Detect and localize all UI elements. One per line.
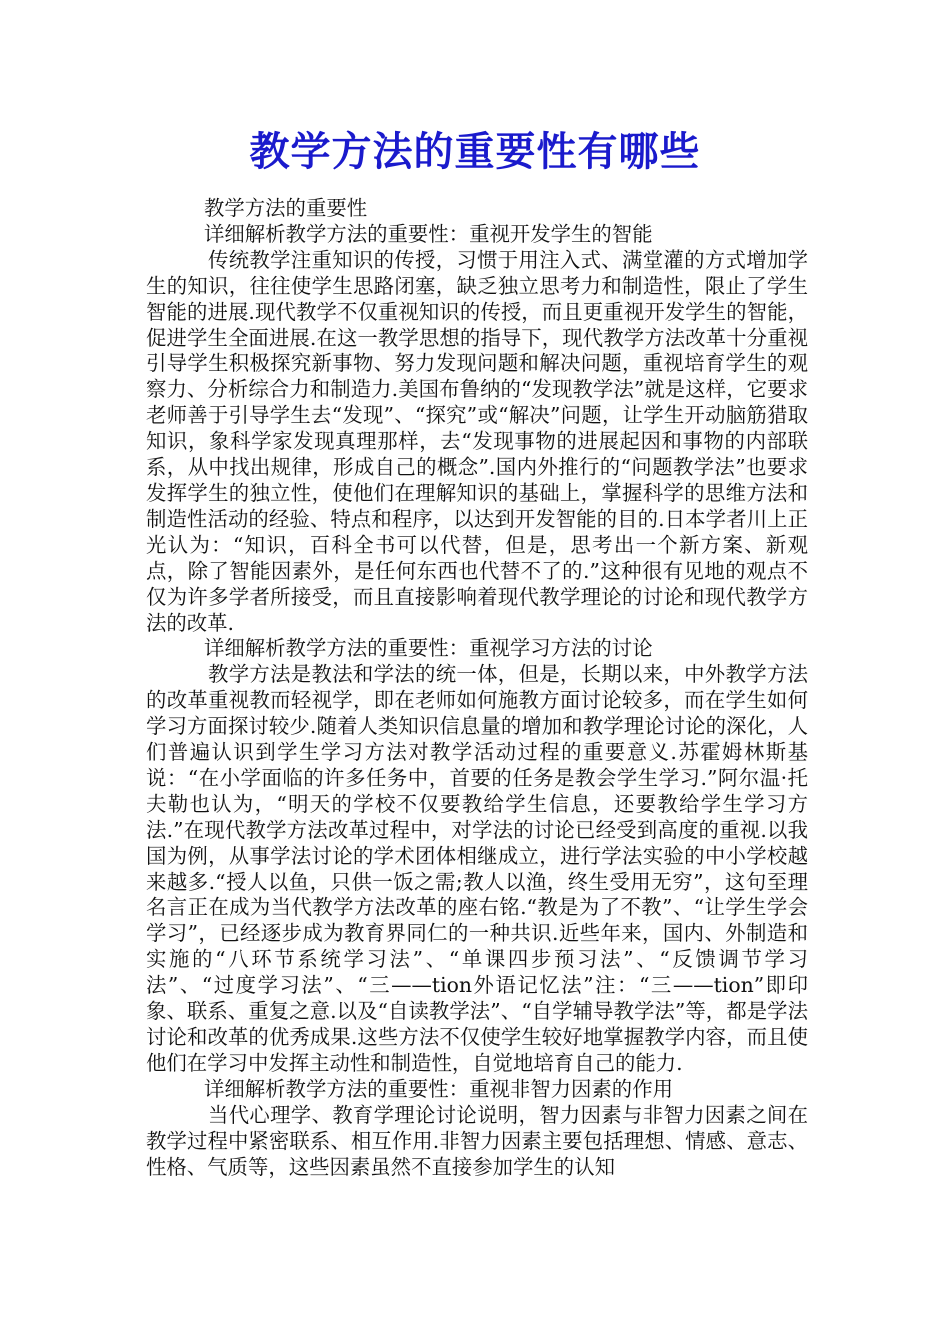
section-paragraph: 当代心理学、教育学理论讨论说明，智力因素与非智力因素之间在教学过程中紧密联系、相互作用.非智力因素主要包括理想、情感、意志、性格、气质等，这些因素虽然不直接参加学生的认知: [146, 1102, 808, 1179]
section-heading: 详细解析教学方法的重要性：重视学习方法的讨论: [204, 636, 653, 661]
section-heading: 详细解析教学方法的重要性：重视非智力因素的作用: [204, 1076, 673, 1101]
section-heading: 详细解析教学方法的重要性：重视开发学生的智能: [204, 221, 653, 246]
section-paragraph: 传统教学注重知识的传授，习惯于用注入式、满堂灌的方式增加学生的知识，往往使学生思路闭塞，缺乏独立思考力和制造性，限止了学生智能的进展.现代教学不仅重视知识的传授，而且更重视开发学生的智能，促进学生全面进展.在这一教学思想的指导下，现代教学方法改革十分重视引导学生积极探究新事物、努力发现问题和解决问题，重视培育学生的观察力、分析综合力和制造力.美国布鲁纳的“发现教学法”就是这样，它要求老师善于引导学生去“发现”、“探究”或“解决”问题，让学生开动脑筋猎取知识，象科学家发现真理那样，去“发现事物的进展起因和事物的内部联系，从中找出规律，形成自己的概念”.国内外推行的“问题教学法”也要求发挥学生的独立性，使他们在理解知识的基础上，掌握科学的思维方法和制造性活动的经验、特点和程序，以达到开发智能的目的.日本学者川上正光认为：“知识，百科全书可以代替，但是，思考出一个新方案、新观点，除了智能因素外，是任何东西也代替不了的.”这种很有见地的观点不仅为许多学者所接受，而且直接影响着现代教学理论的讨论和现代教学方法的改革.: [146, 247, 808, 635]
document-subtitle: 教学方法的重要性: [204, 196, 368, 220]
document-title: 教学方法的重要性有哪些: [249, 129, 701, 175]
document-body: [146, 196, 808, 1180]
section-paragraph: 教学方法是教法和学法的统一体，但是，长期以来，中外教学方法的改革重视教而轻视学，即在老师如何施教方面讨论较多，而在学生如何学习方面探讨较少.随着人类知识信息量的增加和教学理论讨论的深化，人们普遍认识到学生学习方法对教学活动过程的重要意义.苏霍姆林斯基说：“在小学面临的许多任务中，首要的任务是教会学生学习.”阿尔温·托夫勒也认为，“明天的学校不仅要教给学生信息，还要教给学生学习方法.”在现代教学方法改革过程中，对学法的讨论已经受到高度的重视.以我国为例，从事学法讨论的学术团体相继成立，进行学法实验的中小学校越来越多.“授人以鱼，只供一饭之需;教人以渔，终生受用无穷”，这句至理名言正在成为当代教学方法改革的座右铭.“教是为了不教”、“让学生学会学习”，已经逐步成为教育界同仁的一种共识.近些年来，国内、外制造和实施的“八环节系统学习法”、“单课四步预习法”、“反馈调节学习法”、“过度学习法”、“三——tion外语记忆法”注：“三——tion”即印象、联系、重复之意.以及“自读教学法”、“自学辅导教学法”等，都是学法讨论和改革的优秀成果.这些方法不仅使学生较好地掌握教学内容，而且使他们在学习中发挥主动性和制造性，自觉地培育自己的能力.: [146, 662, 808, 1075]
